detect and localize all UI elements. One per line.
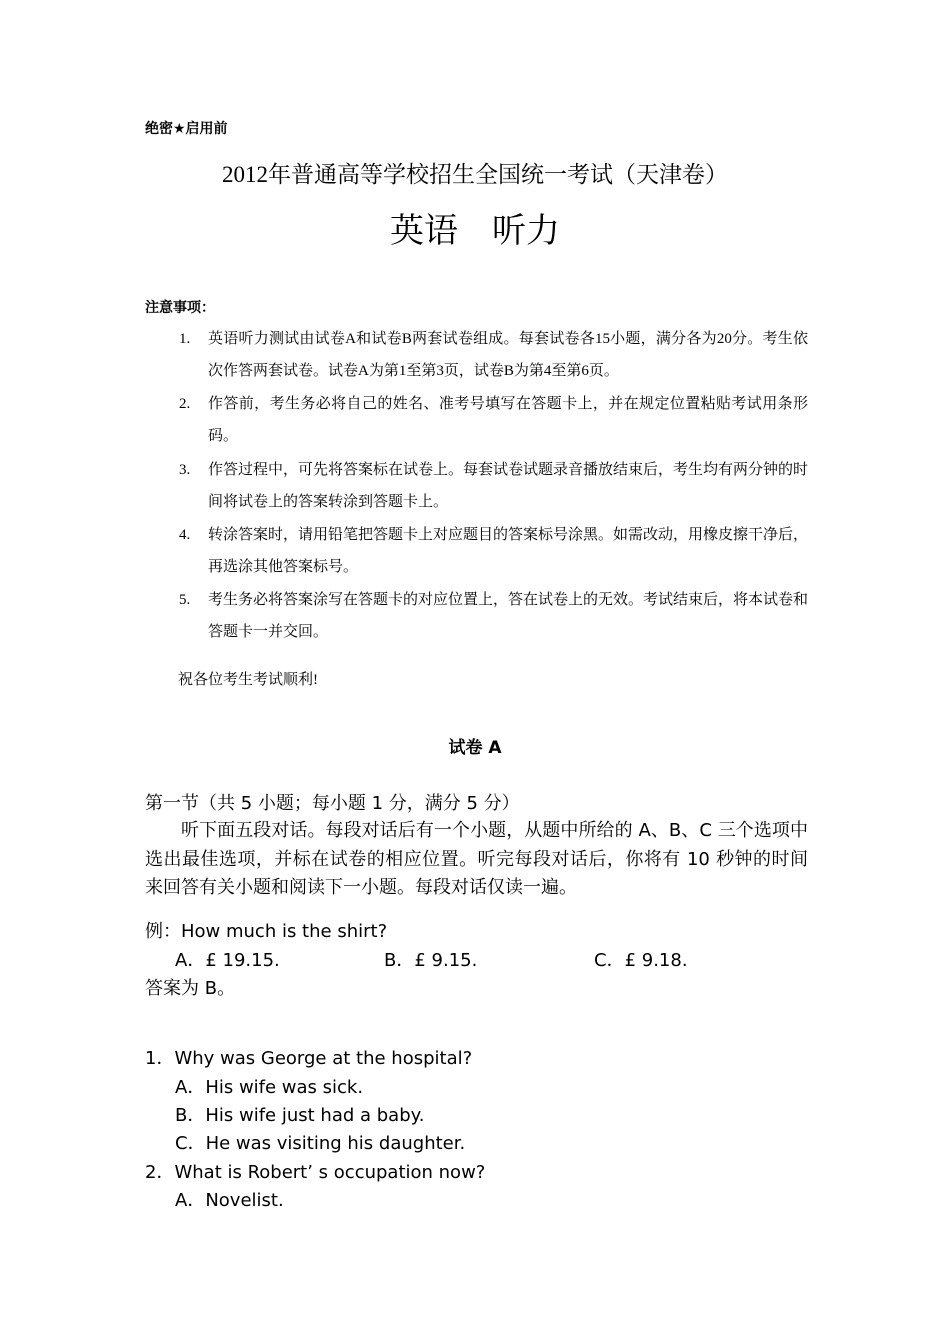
notice-item-text: 作答过程中，可先将答案标在试卷上。每套试卷试题录音播放结束后，考生均有两分钟的时间将试卷上的答案转涂到答题卡上。 (208, 462, 809, 510)
notice-item (145, 388, 808, 452)
subject-part: 听力 (492, 211, 560, 251)
question-2-option-a: A．Novelist. (175, 1190, 284, 1211)
notice-item-text: 英语听力测试由试卷A和试卷B两套试卷组成。每套试卷各15小题，满分各为20分。考生依次作答两套试卷。试卷A为第1至第3页，试卷B为第4至第6页。 (208, 331, 808, 379)
example-option-b: B．£ 9.15. (384, 950, 478, 971)
notice-item-number: 2. (179, 396, 191, 412)
notice-item (145, 323, 808, 387)
notice-item (145, 519, 808, 583)
paper-a-title: 试卷 A (448, 738, 502, 758)
notice-item-number: 4. (179, 527, 191, 543)
example-question: 例：How much is the shirt? (145, 921, 388, 942)
section-heading: 第一节（共 5 小题；每小题 1 分，满分 5 分） (145, 793, 520, 814)
notice-title: 注意事项： (145, 300, 215, 316)
notice-item-text: 作答前，考生务必将自己的姓名、准考号填写在答题卡上，并在规定位置粘贴考试用条形码。 (208, 396, 808, 444)
exam-title: 2012年普通高等学校招生全国统一考试（天津卷） (222, 162, 728, 187)
example-option-c: C．£ 9.18. (594, 950, 688, 971)
subject-title (0, 203, 950, 252)
notice-item (145, 454, 808, 518)
section-instructions: 听下面五段对话。每段对话后有一个小题，从题中所给的 A、B、C 三个选项中选出最佳选项，并标在试卷的相应位置。听完每段对话后，你将有 10 秒钟的时间来回答有关小题和阅读下一小题。每段对话仅读一遍。 (145, 820, 808, 898)
notice-item-text: 转涂答案时，请用铅笔把答题卡上对应题目的答案标号涂黑。如需改动，用橡皮擦干净后，再选涂其他答案标号。 (208, 527, 809, 575)
question-1-option-b: B．His wife just had a baby. (175, 1105, 425, 1126)
question-1-option-a: A．His wife was sick. (175, 1077, 364, 1098)
notice-item-number: 5. (179, 592, 191, 608)
example-answer: 答案为 B。 (145, 978, 236, 999)
confidential-label: 绝密★启用前 (145, 121, 228, 137)
notice-item (145, 584, 808, 648)
question-1: 1．Why was George at the hospital? (145, 1048, 473, 1069)
notice-item-text: 考生务必将答案涂写在答题卡的对应位置上，答在试卷上的无效。考试结束后，将本试卷和答题卡一并交回。 (208, 592, 809, 640)
notice-item-number: 3. (179, 462, 191, 478)
good-luck-message: 祝各位考生考试顺利! (178, 672, 318, 688)
question-1-option-c: C．He was visiting his daughter. (175, 1133, 466, 1154)
notice-item-number: 1. (179, 331, 191, 347)
example-option-a: A．£ 19.15. (175, 950, 280, 971)
question-2: 2．What is Robert’ s occupation now? (145, 1162, 486, 1183)
subject-name: 英语 (390, 211, 458, 251)
